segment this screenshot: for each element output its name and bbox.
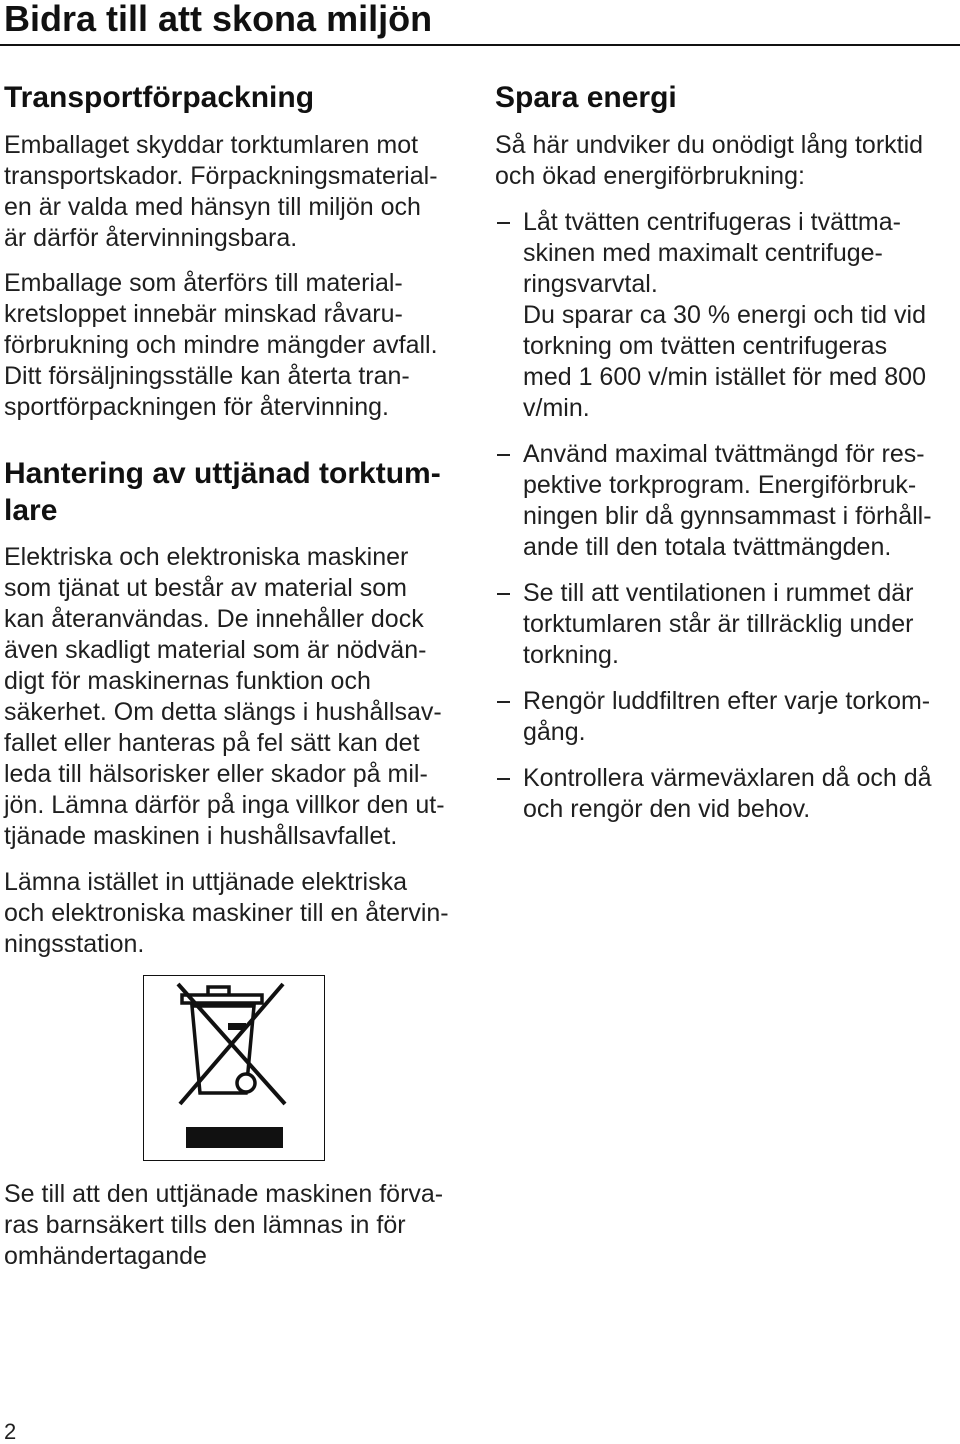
- text-line: Kontrollera värmeväxlaren då och då: [523, 764, 932, 792]
- text-line: skinen med maximalt centrifuge-: [523, 239, 883, 267]
- energy-tips-list: [495, 207, 955, 840]
- text-line: transportskador. Förpackningsmaterial-: [4, 162, 438, 190]
- text-line: ringsvarvtal.: [523, 270, 658, 298]
- text-line: är därför återvinningsbara.: [4, 224, 298, 252]
- text-line: som tjänat ut består av material som: [4, 574, 407, 602]
- list-dash: [497, 454, 510, 456]
- text-line: torkning.: [523, 641, 619, 669]
- text-line: omhändertagande: [4, 1242, 207, 1270]
- text-line: Elektriska och elektroniska maskiner: [4, 543, 409, 571]
- section-heading-disposal: [4, 455, 472, 529]
- text-line: gång.: [523, 718, 586, 746]
- list-item: [495, 763, 955, 825]
- text-line: Lämna istället in uttjänade elektriska: [4, 868, 408, 896]
- text-line: Rengör luddfiltren efter varje torkom-: [523, 687, 931, 715]
- paragraph: [4, 542, 472, 852]
- paragraph-child-safety: [4, 1179, 472, 1272]
- heading-line: Hantering av uttjänad torktum-: [4, 457, 441, 490]
- paragraph: [4, 867, 472, 960]
- text-line: Ditt försäljningsställe kan återta tran-: [4, 362, 410, 390]
- list-dash: [497, 701, 510, 703]
- text-line: ningsstation.: [4, 930, 145, 958]
- text-line: ras barnsäkert tills den lämnas in för: [4, 1211, 406, 1239]
- bin-wheel: [237, 1074, 255, 1092]
- text-line: och rengör den vid behov.: [523, 795, 811, 823]
- paragraph-intro: [495, 130, 955, 192]
- text-line: torktumlaren står är tillräcklig under: [523, 610, 914, 638]
- text-line: förbrukning och mindre mängder avfall.: [4, 331, 438, 359]
- text-line: kretsloppet innebär minskad råvaru-: [4, 300, 403, 328]
- text-line: och elektroniska maskiner till en återvin-: [4, 899, 449, 927]
- text-line: och ökad energiförbrukning:: [495, 162, 805, 190]
- list-dash: [497, 593, 510, 595]
- text-line: ande till den totala tvättmängden.: [523, 533, 892, 561]
- text-line: med 1 600 v/min istället för med 800: [523, 363, 926, 391]
- text-line: en är valda med hänsyn till miljön och: [4, 193, 421, 221]
- text-line: tjänade maskinen i hushållsavfallet.: [4, 822, 398, 850]
- paragraph: [4, 268, 472, 423]
- text-line: Du sparar ca 30 % energi och tid vid: [523, 301, 926, 329]
- text-line: Låt tvätten centrifugeras i tvättma-: [523, 208, 901, 236]
- page-title: Bidra till att skona miljön: [4, 0, 433, 39]
- page-number: 2: [4, 1419, 17, 1444]
- text-line: v/min.: [523, 394, 590, 422]
- text-line: Använd maximal tvättmängd för res-: [523, 440, 925, 468]
- text-line: ningen blir då gynnsammast i förhåll-: [523, 502, 932, 530]
- text-line: jön. Lämna därför på inga villkor den ut-: [4, 791, 445, 819]
- list-item: [495, 439, 955, 563]
- text-line: kan återanvändas. De innehåller dock: [4, 605, 424, 633]
- crossed-out-wheelie-bin-icon: [144, 976, 323, 1159]
- list-dash: [497, 778, 510, 780]
- text-line: pektive torkprogram. Energiförbruk-: [523, 471, 917, 499]
- header-rule: [0, 44, 960, 46]
- list-item: [495, 207, 955, 424]
- text-line: Emballage som återförs till material-: [4, 269, 403, 297]
- weee-bar: [186, 1127, 283, 1148]
- text-line: sportförpackningen för återvinning.: [4, 393, 389, 421]
- text-line: Se till att ventilationen i rummet där: [523, 579, 914, 607]
- text-line: Emballaget skyddar torktumlaren mot: [4, 131, 419, 159]
- text-line: torkning om tvätten centrifugeras: [523, 332, 888, 360]
- text-line: digt för maskinernas funktion och: [4, 667, 371, 695]
- text-line: leda till hälsorisker eller skador på mil-: [4, 760, 428, 788]
- section-heading-transport: Transportförpackning: [4, 81, 315, 114]
- weee-symbol-box: [143, 975, 325, 1161]
- text-line: även skadligt material som är nödvän-: [4, 636, 427, 664]
- list-item: [495, 578, 955, 671]
- list-dash: [497, 222, 510, 224]
- text-line: Så här undviker du onödigt lång torktid: [495, 131, 924, 159]
- text-line: Se till att den uttjänade maskinen förva-: [4, 1180, 444, 1208]
- list-item: [495, 686, 955, 748]
- text-line: säkerhet. Om detta slängs i hushållsav-: [4, 698, 442, 726]
- heading-line: lare: [4, 494, 58, 527]
- section-heading-energy: Spara energi: [495, 81, 677, 114]
- text-line: fallet eller hanteras på fel sätt kan det: [4, 729, 420, 757]
- paragraph: [4, 130, 472, 254]
